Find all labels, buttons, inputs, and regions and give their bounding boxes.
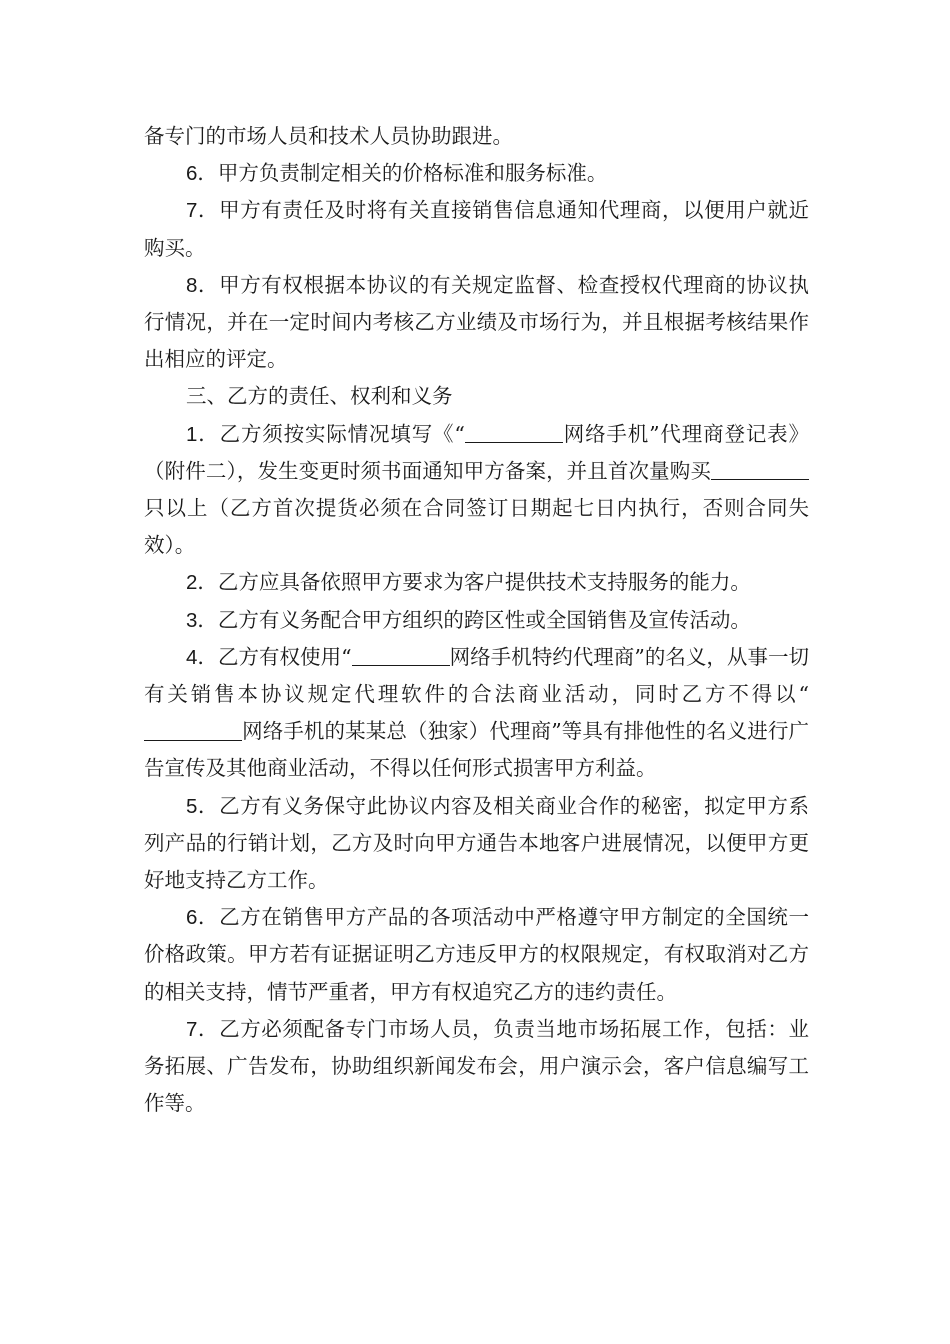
party-b-clause-7 <box>144 1011 809 1123</box>
clause-text: 网络手机特约代理商”的名义，从事一切有关销售本协议规定代理软件的合法商业活动，同时乙方不得以“ <box>144 644 809 707</box>
clause-text: ．乙方有义务保守此协议内容及相关商业合作的秘密，拟定甲方系列产品的行销计划，乙方及时向甲方通告本地客户进展情况，以便甲方更好地支持乙方工作。 <box>144 793 809 893</box>
clause-text: ．甲方负责制定相关的价格标准和服务标准。 <box>197 161 608 186</box>
clause-text: ．乙方应具备依照甲方要求为客户提供技术支持服务的能力。 <box>197 570 751 595</box>
clause-text: ．乙方有义务配合甲方组织的跨区性或全国销售及宣传活动。 <box>197 607 751 632</box>
clause-text: 只以上（乙方首次提货必须在合同签订日期起七日内执行，否则合同失效）。 <box>144 496 809 558</box>
paragraph-continuation: 备专门的市场人员和技术人员协助跟进。 <box>144 124 513 148</box>
party-b-clause-4 <box>144 639 809 788</box>
party-a-clause-8 <box>144 267 809 379</box>
clause-number: 6 <box>186 162 198 186</box>
document-body <box>144 118 809 1122</box>
party-a-clause-7 <box>144 192 809 266</box>
clause-text: 网络手机的某某总（独家）代理商”等具有排他性的名义进行广告宣传及其他商业活动，不得以任何形式损害甲方利益。 <box>144 719 809 781</box>
clause-text: ．乙方必须配备专门市场人员，负责当地市场拓展工作，包括：业务拓展、广告发布，协助组织新闻发布会，用户演示会，客户信息编写工作等。 <box>144 1016 809 1116</box>
section-heading-party-b: 三、乙方的责任、权利和义务 <box>186 384 453 409</box>
party-b-clause-6 <box>144 899 809 1011</box>
clause-number: 3 <box>186 608 198 632</box>
clause-number: 4 <box>186 645 198 669</box>
clause-number: 7 <box>186 1017 198 1041</box>
clause-number: 8 <box>186 273 198 297</box>
fill-in-blank <box>144 719 242 741</box>
party-a-clause-6 <box>144 155 809 192</box>
clause-text: ．乙方在销售甲方产品的各项活动中严格遵守甲方制定的全国统一价格政策。甲方若有证据证明乙方违反甲方的权限规定，有权取消对乙方的相关支持，情节严重者，甲方有权追究乙方的违约责任。 <box>144 905 809 1004</box>
clause-number: 6 <box>186 906 198 930</box>
party-b-clause-2 <box>144 564 809 601</box>
party-b-clause-3 <box>144 602 809 639</box>
clause-text: 网络手机”代理商登记表》（附件二），发生变更时须书面通知甲方备案，并且首次量购买 <box>144 421 810 483</box>
clause-text: ．甲方有责任及时将有关直接销售信息通知代理商，以便用户就近购买。 <box>144 198 809 260</box>
clause-number: 5 <box>186 794 198 818</box>
clause-text: ．乙方须按实际情况填写《“ <box>197 421 465 446</box>
fill-in-blank <box>465 422 563 444</box>
clause-number: 1 <box>186 422 198 446</box>
clause-text: ．乙方有权使用“ <box>197 644 352 669</box>
party-b-clause-1 <box>144 416 809 565</box>
party-b-clause-5 <box>144 788 809 900</box>
clause-text: ．甲方有权根据本协议的有关规定监督、检查授权代理商的协议执行情况，并在一定时间内考核乙方业绩及市场行为，并且根据考核结果作出相应的评定。 <box>144 272 809 372</box>
clause-number: 2 <box>186 571 198 595</box>
clause-number: 7 <box>186 199 198 223</box>
fill-in-blank <box>352 645 450 667</box>
fill-in-blank <box>711 459 809 481</box>
